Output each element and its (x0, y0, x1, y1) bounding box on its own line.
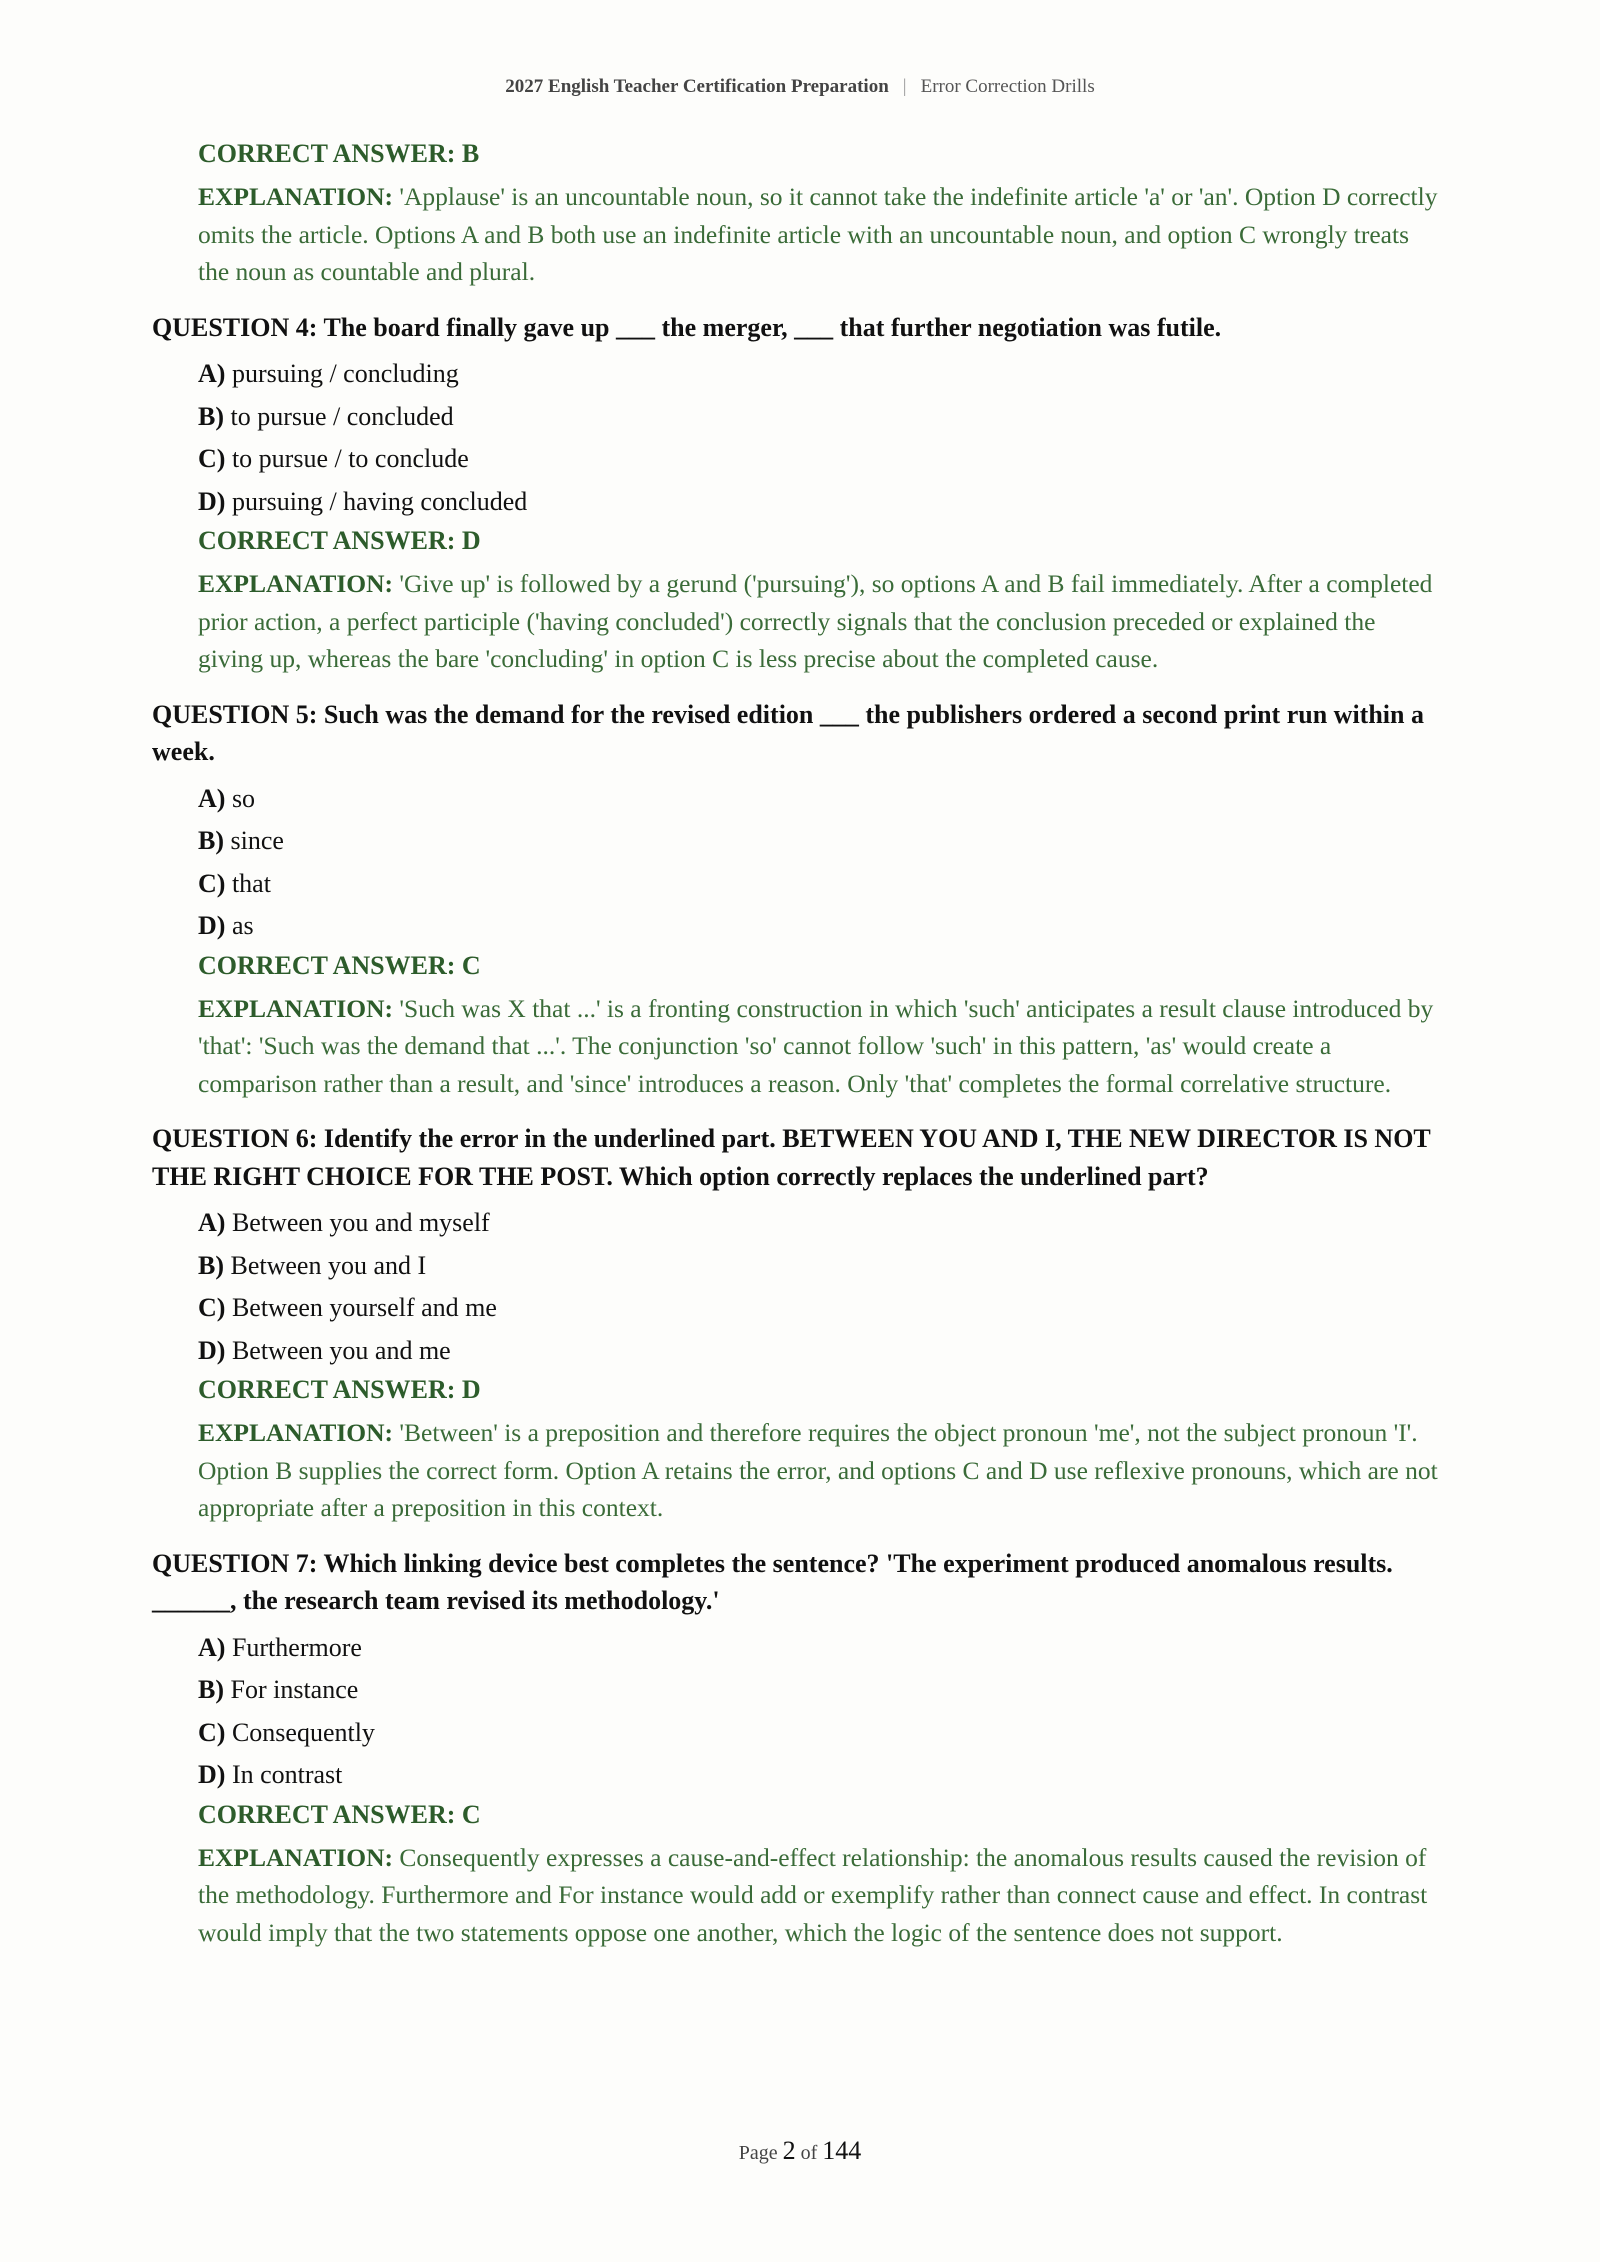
option-letter: A) (198, 359, 226, 388)
explanation (198, 565, 1442, 678)
option-b[interactable] (198, 1669, 1442, 1712)
explanation-text: 'Applause' is an uncountable noun, so it cannot take the indefinite article 'a' or 'an'. Option D correctly omits the article. Options A and B both use an indefinite article with an uncountable noun, and option C wrongly treats the noun as countable and plural. (198, 182, 1438, 286)
correct-answer-value: D (461, 1375, 481, 1404)
question-block-4 (152, 309, 1442, 678)
option-a[interactable] (198, 778, 1442, 821)
explanation-label: EXPLANATION: (198, 993, 394, 1023)
option-b[interactable] (198, 1245, 1442, 1288)
option-text: so (231, 783, 256, 813)
correct-answer (198, 948, 1442, 984)
option-letter: B) (198, 401, 224, 431)
question-block-5 (152, 696, 1442, 1103)
option-letter: A) (198, 1208, 226, 1237)
question-text: QUESTION 5: Such was the demand for the revised edition ___ the publishers ordered a second print run within a week. (152, 699, 1424, 766)
question-block-6 (152, 1120, 1442, 1527)
correct-answer-label: CORRECT ANSWER: (198, 1375, 462, 1404)
option-letter: B) (198, 826, 224, 855)
option-letter: D) (198, 486, 226, 516)
option-text: Between you and myself (231, 1208, 490, 1237)
explanation-text: 'Such was X that ...' is a fronting construction in which 'such' anticipates a result clause introduced by 'that': 'Such was the demand that ...'. The conjunction 'so' cannot follow 'such' in this pattern, 'as' would create a comparison rather than a result, and 'since' introduces a reason. Only 'that' completes the formal correlative structure. (198, 993, 1434, 1098)
correct-answer-label: CORRECT ANSWER: (198, 950, 462, 980)
option-letter: A) (198, 783, 226, 813)
option-letter: C) (198, 1293, 226, 1322)
correct-answer (198, 136, 1442, 172)
page-word: Page (738, 2142, 778, 2164)
page-content (152, 136, 1442, 1969)
option-text: pursuing / having concluded (231, 486, 528, 516)
option-text: Consequently (231, 1717, 375, 1747)
option-text: For instance (230, 1675, 359, 1704)
option-d[interactable] (198, 1754, 1442, 1797)
header-separator: | (902, 76, 907, 97)
correct-answer (198, 1797, 1442, 1833)
explanation-text: 'Give up' is followed by a gerund ('pursuing'), so options A and B fail immediately. After a completed prior action, a perfect participle ('having concluded') correctly signals that the conclusion preceded or explained the giving up, whereas the bare 'concluding' in option C is less precise about the completed cause. (198, 569, 1433, 673)
question-block-7 (152, 1545, 1442, 1952)
explanation-text: 'Between' is a preposition and therefore requires the object pronoun 'me', not the subject pronoun 'I'. Option B supplies the correct form. Option A retains the error, and options C and D use reflexive pronouns, which are not appropriate after a preposition in this context. (198, 1418, 1438, 1522)
explanation (198, 990, 1442, 1103)
correct-answer (198, 523, 1442, 559)
correct-answer-label: CORRECT ANSWER: (198, 139, 462, 168)
header-title: 2027 English Teacher Certification Preparation (505, 76, 889, 97)
question-text: QUESTION 4: The board finally gave up ___ the merger, ___ that further negotiation was futile. (152, 312, 1222, 342)
correct-answer (198, 1372, 1442, 1408)
option-a[interactable] (198, 1202, 1442, 1245)
option-a[interactable] (198, 353, 1442, 396)
total-pages: 144 (822, 2136, 862, 2165)
option-text: In contrast (231, 1760, 343, 1789)
correct-answer-label: CORRECT ANSWER: (198, 526, 462, 555)
option-text: Furthermore (231, 1632, 362, 1662)
option-letter: D) (198, 1335, 226, 1365)
option-d[interactable] (198, 481, 1442, 524)
option-text: since (230, 826, 284, 855)
option-text: Between you and I (230, 1250, 427, 1280)
question-text: QUESTION 7: Which linking device best completes the sentence? 'The experiment produced anomalous results. ______, the research team revised its methodology.' (152, 1548, 1393, 1615)
option-letter: D) (198, 1760, 226, 1789)
explanation (198, 1414, 1442, 1527)
option-d[interactable] (198, 1330, 1442, 1373)
option-text: to pursue / concluded (230, 401, 454, 431)
option-letter: C) (198, 1717, 226, 1747)
explanation-label: EXPLANATION: (198, 569, 394, 598)
option-a[interactable] (198, 1627, 1442, 1670)
option-text: as (231, 911, 254, 940)
correct-answer-value: C (461, 950, 481, 980)
correct-answer-value: C (461, 1799, 481, 1829)
option-text: pursuing / concluding (231, 359, 459, 388)
explanation (198, 1839, 1442, 1952)
option-letter: A) (198, 1632, 226, 1662)
option-letter: C) (198, 444, 226, 473)
option-text: Between you and me (231, 1335, 451, 1365)
explanation-text: Consequently expresses a cause-and-effect relationship: the anomalous results caused the revision of the methodology. Furthermore and For instance would add or exemplify rather than connect cause and effect. In contrast would imply that the two statements oppose one another, which the logic of the sentence does not support. (198, 1842, 1428, 1947)
page-number: 2 (782, 2136, 796, 2165)
header-subtitle: Error Correction Drills (920, 76, 1095, 97)
correct-answer-value: D (461, 526, 481, 555)
option-text: Between yourself and me (231, 1293, 497, 1322)
explanation (198, 178, 1442, 291)
correct-answer-label: CORRECT ANSWER: (198, 1799, 462, 1829)
option-letter: D) (198, 911, 226, 940)
explanation-label: EXPLANATION: (198, 1418, 394, 1447)
option-c[interactable] (198, 1712, 1442, 1755)
page-footer (0, 2136, 1600, 2166)
option-c[interactable] (198, 1287, 1442, 1330)
option-b[interactable] (198, 820, 1442, 863)
option-letter: B) (198, 1250, 224, 1280)
option-b[interactable] (198, 396, 1442, 439)
option-c[interactable] (198, 438, 1442, 481)
of-word: of (800, 2142, 818, 2164)
explanation-label: EXPLANATION: (198, 1842, 394, 1872)
option-letter: B) (198, 1675, 224, 1704)
explanation-label: EXPLANATION: (198, 182, 394, 211)
correct-answer-value: B (461, 139, 480, 168)
option-text: to pursue / to conclude (231, 444, 469, 473)
option-c[interactable] (198, 863, 1442, 906)
question-text: QUESTION 6: Identify the error in the underlined part. BETWEEN YOU AND I, THE NEW DIRECTOR IS NOT THE RIGHT CHOICE FOR THE POST. Which option correctly replaces the underlined part? (152, 1124, 1431, 1191)
option-letter: C) (198, 868, 226, 898)
option-d[interactable] (198, 905, 1442, 948)
option-text: that (231, 868, 271, 898)
running-header (0, 76, 1600, 98)
